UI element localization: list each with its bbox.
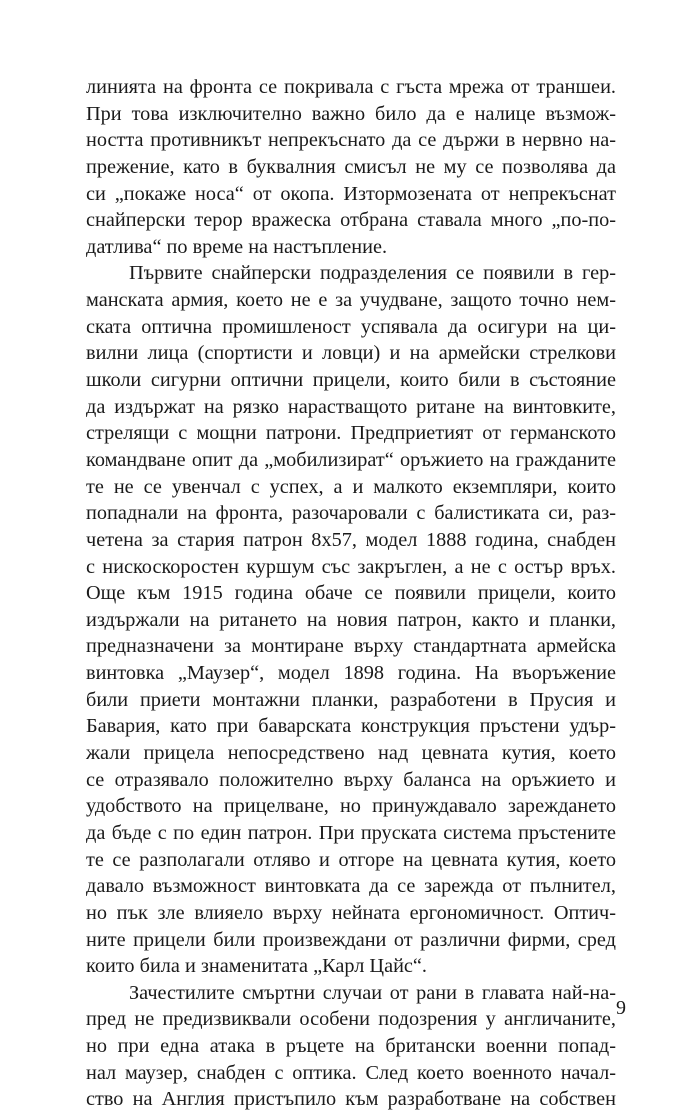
paragraph — [86, 980, 616, 1113]
page-number: 9 — [616, 997, 626, 1019]
text-line: но при една атака в ръцете на британски военни попад- — [86, 1035, 616, 1058]
text-line: винтовка „Маузер“, модел 1898 година. На въоръжение — [86, 662, 616, 685]
text-line: Още към 1915 година обаче се появили прицели, които — [86, 582, 616, 605]
text-line: Бавария, като при баварската конструкция пръстени удър- — [86, 715, 616, 738]
text-line: те не се увенчал с успех, а и малкото екземпляри, които — [86, 475, 616, 498]
text-line: ността противникът непрекъснато да се държи в нервно на- — [86, 129, 616, 152]
text-line: били приети монтажни планки, разработени в Прусия и — [86, 688, 616, 711]
text-line: издържали на ритането на новия патрон, както и планки, — [86, 608, 616, 631]
text-line: ните прицели били произвеждани от различни фирми, сред — [86, 928, 616, 951]
text-line: удобството на прицелване, но принуждавало зареждането — [86, 795, 616, 818]
text-line: с нискоскоростен куршум със закръглен, а не с остър връх. — [86, 555, 616, 578]
text-line: При това изключително важно било да е налице възмож- — [86, 102, 616, 125]
text-line: прежение, като в буквалния смисъл не му се позволява да — [86, 155, 616, 178]
text-line: четена за стария патрон 8х57, модел 1888 година, снабден — [86, 528, 616, 551]
text-line: да издържат на рязко нарастващото ритане на винтовките, — [86, 395, 616, 418]
text-line: снайперски терор вражеска отбрана ставала много „по-по- — [86, 209, 616, 232]
text-line: те се разполагали отляво и отгоре на цевната кутия, което — [86, 848, 616, 871]
body-text — [86, 74, 616, 1113]
text-line: нал маузер, снабден с оптика. След което военното начал- — [86, 1061, 616, 1084]
text-line: линията на фронта се покривала с гъста мрежа от траншеи. — [86, 76, 616, 98]
paragraph — [86, 260, 616, 979]
text-line: датлива“ по време на настъпление. — [86, 235, 388, 258]
text-line: да бъде с по един патрон. При пруската система пръстените — [86, 821, 616, 844]
text-line: Първите снайперски подразделения се появили в гер- — [129, 262, 616, 285]
text-line: се отразявало положително върху баланса на оръжието и — [86, 768, 616, 791]
text-line: ство на Англия пристъпило към разработване на собствен — [86, 1088, 616, 1111]
text-line: вилни лица (спортисти и ловци) и на армейски стрелкови — [86, 342, 616, 365]
text-line: школи сигурни оптични прицели, които били в състояние — [86, 369, 616, 392]
text-line: командване опит да „мобилизират“ оръжието на гражданите — [86, 448, 616, 471]
text-line: предназначени за монтиране върху стандартната армейска — [86, 635, 616, 658]
text-line: които била и знаменитата „Карл Цайс“. — [86, 955, 427, 978]
text-line: пред не предизвиквали особени подозрения у англичаните, — [86, 1008, 616, 1031]
paragraph — [86, 74, 616, 260]
text-line: жали прицела непосредствено над цевната кутия, което — [86, 742, 616, 765]
text-line: попаднали на фронта, разочаровали с балистиката си, раз- — [86, 502, 616, 525]
text-line: но пък зле влияело върху нейната ергономичност. Оптич- — [86, 901, 616, 924]
text-line: си „покаже носа“ от окопа. Изтормозената от непрекъснат — [86, 182, 616, 205]
text-line: давало възможност винтовката да се зарежда от пълнител, — [86, 875, 616, 898]
text-line: ската оптична промишленост успявала да осигури на ци- — [86, 315, 616, 338]
text-line: манската армия, което не е за учудване, защото точно нем- — [86, 289, 616, 312]
text-line: Зачестилите смъртни случаи от рани в главата най-на- — [129, 981, 616, 1004]
text-line: стрелящи с мощни патрони. Предприетият от германското — [86, 422, 616, 445]
